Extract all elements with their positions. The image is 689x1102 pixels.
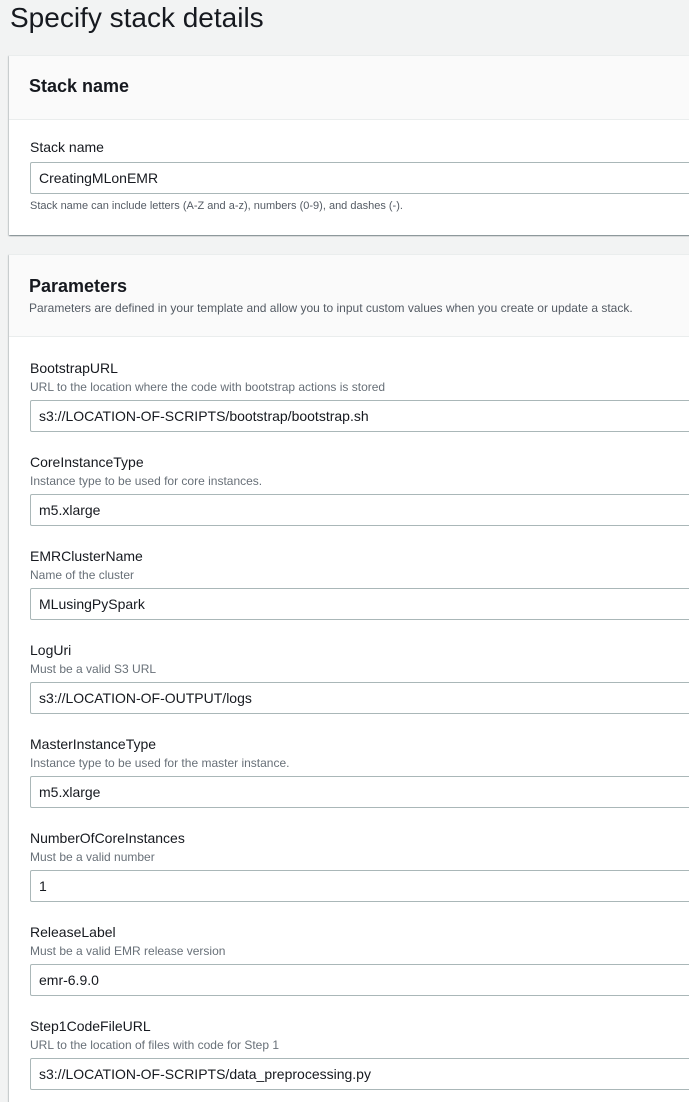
parameters-panel <box>9 254 689 1102</box>
param-label-bootstrap-url: BootstrapURL <box>30 360 118 376</box>
param-description-core-instance-type: Instance type to be used for core instances. <box>30 474 263 488</box>
param-label-log-uri: LogUri <box>30 642 72 658</box>
stack-name-constraint: Stack name can include letters (A-Z and a-z), numbers (0-9), and dashes (-). <box>30 200 403 212</box>
param-description-master-instance-type: Instance type to be used for the master instance. <box>30 756 290 770</box>
stack-name-input[interactable] <box>30 162 689 194</box>
param-label-emr-cluster-name: EMRClusterName <box>30 548 143 564</box>
param-description-release-label: Must be a valid EMR release version <box>30 944 226 958</box>
parameters-panel-header <box>9 255 689 337</box>
stack-name-panel <box>9 55 689 235</box>
parameters-panel-title: Parameters <box>29 276 128 296</box>
param-input-log-uri[interactable] <box>30 682 689 714</box>
stack-name-panel-header <box>9 56 689 120</box>
param-description-step1-code-file-url: URL to the location of files with code for Step 1 <box>30 1038 280 1052</box>
parameters-panel-description: Parameters are defined in your template and allow you to input custom values when you create or update a stack. <box>29 301 633 315</box>
param-input-release-label[interactable] <box>30 964 689 996</box>
param-description-number-of-core-instances: Must be a valid number <box>30 850 155 864</box>
param-input-core-instance-type[interactable] <box>30 494 689 526</box>
param-input-emr-cluster-name[interactable] <box>30 588 689 620</box>
param-input-step1-code-file-url[interactable] <box>30 1058 689 1090</box>
param-label-master-instance-type: MasterInstanceType <box>30 736 157 752</box>
param-label-release-label: ReleaseLabel <box>30 924 116 940</box>
param-input-master-instance-type[interactable] <box>30 776 689 808</box>
page-title: Specify stack details <box>10 2 264 33</box>
param-description-bootstrap-url: URL to the location where the code with bootstrap actions is stored <box>30 380 386 394</box>
param-label-step1-code-file-url: Step1CodeFileURL <box>30 1018 151 1034</box>
param-description-log-uri: Must be a valid S3 URL <box>30 662 157 676</box>
stack-name-label: Stack name <box>30 139 104 155</box>
param-description-emr-cluster-name: Name of the cluster <box>30 568 135 582</box>
param-input-number-of-core-instances[interactable] <box>30 870 689 902</box>
param-label-number-of-core-instances: NumberOfCoreInstances <box>30 830 185 846</box>
param-label-core-instance-type: CoreInstanceType <box>30 454 144 470</box>
stack-name-panel-title: Stack name <box>29 76 130 96</box>
param-input-bootstrap-url[interactable] <box>30 400 689 432</box>
